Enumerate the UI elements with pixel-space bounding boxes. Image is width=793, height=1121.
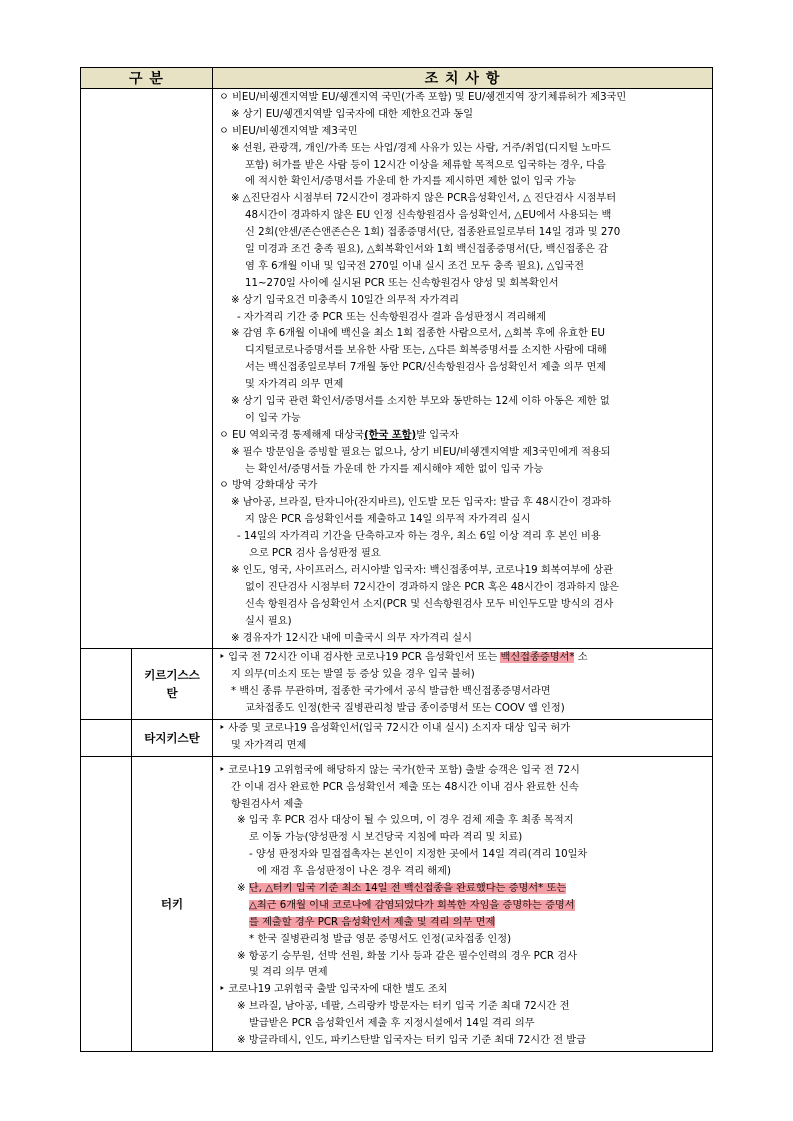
country-name-line: 키르기스스: [144, 668, 200, 683]
header-category: 구 분: [81, 68, 213, 89]
blank-cell: [81, 719, 132, 756]
text-line: 신속 항원검사 음성확인서 소지(PCR 및 신속항원검사 모두 비인두도말 방식의 검사: [245, 598, 614, 610]
text-line: 48시간이 경과하지 않은 EU 인정 신속항원검사 음성확인서, △EU에서 사용되는 백: [245, 210, 612, 222]
tajikistan-measures-cell: [213, 719, 713, 756]
country-tajikistan: 타지키스탄: [132, 719, 213, 756]
text-span: ‣ 입국 전 72시간 이내 검사한 코로나19 PCR 음성확인서 또는: [219, 652, 501, 664]
text-line: 이 입국 가능: [245, 412, 301, 424]
country-turkey: 터키: [132, 756, 213, 1051]
text-line: - 14일의 자가격리 기간을 단축하고자 하는 경우, 최소 6일 이상 격리 후 본인 비용: [237, 531, 601, 543]
text-line: ㅇ 방역 강화대상 국가: [219, 480, 318, 492]
table-row-kyrgyzstan: [81, 649, 713, 720]
text-line: 포함) 허가를 받은 사람 등이 12시간 이상을 체류할 목적으로 입국하는 경우, 다음: [245, 159, 606, 171]
text-line: ※ 감염 후 6개월 이내에 백신을 최소 1회 접종한 사람으로서, △회복 후에 유효한 EU: [231, 328, 605, 340]
category-cell-blank: [81, 89, 213, 649]
text-line: 실시 필요): [245, 615, 292, 627]
text-line: ‣ 사증 및 코로나19 음성확인서(입국 72시간 이내 실시) 소지자 대상 입국 허가: [219, 722, 571, 734]
text-line: ※ △진단검사 시점부터 72시간이 경과하지 않은 PCR음성확인서, △ 진단검사 시점부터: [231, 193, 617, 205]
text-line: 으로 PCR 검사 음성판정 필요: [249, 548, 381, 560]
text-line: ※ 선원, 관광객, 개인/가족 또는 사업/경제 사유가 있는 사람, 거주/취업(디지털 노마드: [231, 142, 611, 154]
text-line: - 양성 판정자와 밀접접촉자는 본인이 지정한 곳에서 14일 격리(격리 10일차: [249, 849, 588, 861]
text-span: 발 입국자: [416, 429, 459, 441]
text-line: 디지털코로나증명서를 보유한 사람 또는, △다른 회복증명서를 소지한 사람에 대해: [245, 345, 607, 357]
header-measures: 조 치 사 항: [213, 68, 713, 89]
eu-measures-cell: [213, 89, 713, 649]
table-row-eu: [81, 89, 713, 649]
text-span: ㅇ EU 역외국경 통제해제 대상국: [219, 429, 364, 441]
text-line: 11~270일 사이에 실시된 PCR 또는 신속항원검사 양성 및 회복확인서: [245, 277, 559, 289]
kyrgyzstan-measures-cell: [213, 649, 713, 720]
text-line: ㅇ 비EU/비쉥겐지역발 제3국민: [219, 125, 358, 137]
text-line: [219, 650, 710, 667]
text-line: ‣ 코로나19 고위험국에 해당하지 않는 국가(한국 포함) 출발 승객은 입국 전 72시: [219, 764, 580, 776]
text-span: ※: [237, 882, 249, 894]
text-line: 간 이내 검사 완료한 PCR 음성확인서 제출 또는 48시간 이내 검사 완료한 신속: [231, 781, 579, 793]
text-line: 에 적시한 확인서/증명서를 가운데 한 가지를 제시하면 제한 없이 입국 가능: [245, 176, 577, 188]
text-line: [219, 898, 710, 915]
table-row-turkey: [81, 756, 713, 1051]
text-line: ㅇ 비EU/비쉥겐지역발 EU/쉥겐지역 국민(가족 포함) 및 EU/쉥겐지역 장기체류허가 제3국민: [219, 92, 627, 103]
text-line: ※ 상기 입국 관련 확인서/증명서를 소지한 부모와 동반하는 12세 이하 아동은 제한 없: [231, 396, 610, 408]
blank-cell: [81, 756, 132, 1051]
exemption-highlight: 를 제출할 경우 PCR 음성확인서 제출 및 격리 의무 면제: [249, 916, 496, 928]
text-line: ※ 방글라데시, 인도, 파키스탄발 입국자는 터키 입국 기준 최대 72시간 전 발급: [237, 1034, 586, 1046]
text-line: ※ 남아공, 브라질, 탄자니아(잔지바르), 인도발 모든 입국자: 발급 후 48시간이 경과하: [231, 497, 612, 509]
text-line: 는 확인서/증명서들 가운데 한 가지를 제시해야 제한 없이 입국 가능: [245, 463, 544, 475]
text-line: 및 격리 의무 면제: [249, 967, 328, 979]
text-line: ※ 입국 후 PCR 검사 대상이 될 수 있으며, 이 경우 검체 제출 후 최종 목적지: [237, 815, 574, 827]
text-line: 서는 백신접종일로부터 7개월 동안 PCR/신속항원검사 음성확인서 제출 의무 면제: [245, 362, 607, 374]
blank-cell: [81, 649, 132, 720]
text-line: 일 미경과 조건 충족 필요), △회복확인서와 1회 백신접종증명서(단, 백신접종은 감: [245, 244, 608, 256]
turkey-measures-cell: [213, 756, 713, 1051]
exemption-highlight: △최근 6개월 이내 코로나에 감염되었다가 회복한 자임을 증명하는 증명서: [249, 899, 575, 911]
vaccine-certificate-highlight: 백신접종증명서*: [500, 652, 575, 664]
text-line: 교차접종도 인정(한국 질병관리청 발급 종이증명서 또는 COOV 앱 인정): [245, 703, 565, 715]
text-line: [219, 915, 710, 932]
measures-table: [80, 67, 713, 1052]
text-line: 발급받은 PCR 음성확인서 제출 후 지정시설에서 14일 격리 의무: [249, 1018, 535, 1030]
text-line: ※ 항공기 승무원, 선박 선원, 화물 기사 등과 같은 필수인력의 경우 PCR 검사: [237, 950, 577, 962]
text-line: 염 후 6개월 이내 및 입국전 270일 이내 실시 조건 모두 충족 필요), △입국전: [245, 260, 584, 272]
exemption-highlight: 단, △터키 입국 기준 최소 14일 전 백신접종을 완료했다는 증명서* 또는: [248, 882, 567, 894]
table-header-row: [81, 68, 713, 89]
text-line: [219, 881, 710, 898]
text-line: 및 자가격리 의무 면제: [245, 379, 344, 391]
text-line: ※ 인도, 영국, 사이프러스, 러시아발 입국자: 백신접종여부, 코로나19 회복여부에 상관: [231, 564, 613, 576]
text-line: 항원검사서 제출: [231, 798, 304, 810]
text-line: ※ 필수 방문임을 증빙할 필요는 없으나, 상기 비EU/비쉥겐지역발 제3국민에게 적용되: [231, 446, 611, 458]
korea-included-emphasis: (한국 포함): [363, 429, 417, 441]
text-line: 지 의무(미소지 또는 발열 등 증상 있을 경우 입국 불허): [231, 669, 475, 681]
table-row-tajikistan: [81, 719, 713, 756]
text-line: ※ 브라질, 남아공, 네팔, 스리랑카 방문자는 터키 입국 기준 최대 72시간 전: [237, 1001, 570, 1013]
text-line: [219, 428, 710, 445]
text-line: 에 재검 후 음성판정이 나온 경우 격리 해제): [257, 866, 451, 878]
text-line: 없이 진단검사 시점부터 72시간이 경과하지 않은 PCR 혹은 48시간이 경과하지 않은: [245, 581, 619, 593]
country-kyrgyzstan: [132, 649, 213, 720]
text-line: ※ 상기 입국요건 미충족시 10일간 의무적 자가격리: [231, 294, 459, 306]
text-line: 및 자가격리 면제: [231, 739, 307, 751]
text-line: 로 이동 가능(양성판정 시 보건당국 지침에 따라 격리 및 치료): [249, 832, 523, 844]
country-name-line: 탄: [166, 686, 178, 701]
text-line: - 자가격리 기간 중 PCR 또는 신속항원검사 결과 음성판정시 격리해제: [237, 311, 547, 323]
text-span: 소: [574, 652, 588, 664]
text-line: ‣ 코로나19 고위험국 출발 입국자에 대한 별도 조치: [219, 984, 448, 996]
text-line: * 한국 질병관리청 발급 영문 증명서도 인정(교차접종 인정): [249, 933, 512, 945]
text-line: ※ 상기 EU/쉥겐지역발 입국자에 대한 제한요건과 동일: [231, 108, 474, 120]
text-line: 지 않은 PCR 음성확인서를 제출하고 14일 의무적 자가격리 실시: [245, 514, 531, 526]
text-line: 신 2회(얀센/존슨앤존슨은 1회) 접종증명서(단, 접종완료일로부터 14일 경과 및 270: [245, 227, 621, 239]
text-line: * 백신 종류 무관하며, 접종한 국가에서 공식 발급한 백신접종증명서라면: [231, 686, 551, 698]
text-line: ※ 경유자가 12시간 내에 미출국시 의무 자가격리 실시: [231, 632, 472, 644]
